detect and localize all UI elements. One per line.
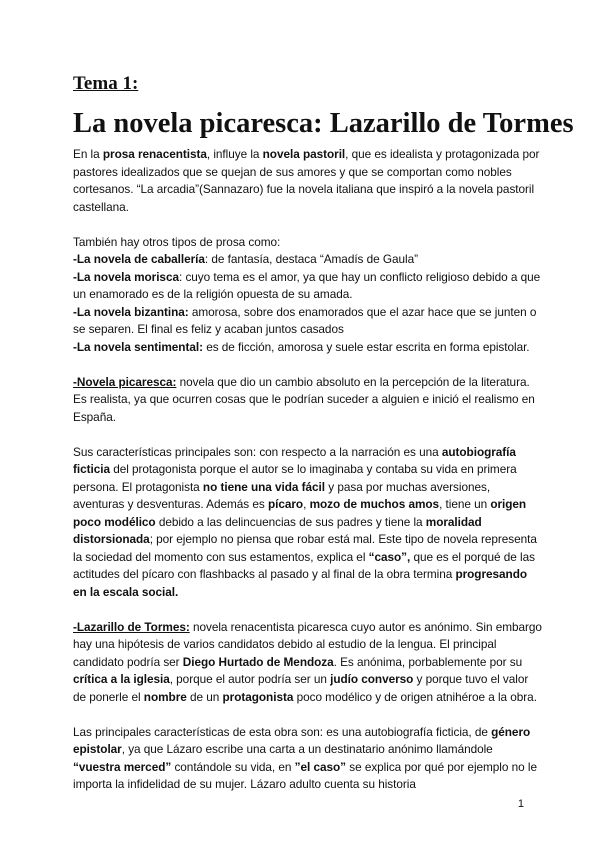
list-item-caballeria	[73, 251, 543, 269]
bold-term: protagonista	[222, 689, 294, 704]
text-run: novela renacentista picaresca cuyo autor es anónimo. Sin embargo hay una hipótesis de varios candidatos debido al estudio de la lengua. El principal candidato podría ser	[73, 619, 542, 669]
text-run: debido a las delincuencias de sus padres y tiene la	[155, 514, 426, 529]
text-run: , porque el autor podría ser un	[169, 672, 331, 686]
section-label: Tema 1:	[73, 73, 139, 94]
page-title: La novela picaresca: Lazarillo de Tormes	[73, 108, 574, 139]
text-run: , que es idealista y protagonizada por pastores idealizados que se quejan de sus amores y que se comportan como nobles cortesanos. “La arcadia”(Sannazaro) fue la novela italiana que inspiró a la novela pastoril castellana.	[73, 147, 540, 214]
bold-term: autobiografía ficticia	[73, 444, 516, 476]
bold-term: ”el caso”	[294, 759, 346, 774]
paragraph-lazarillo	[73, 619, 543, 707]
text-run: También hay otros tipos de prosa como:	[73, 234, 281, 249]
text-run: novela que dio un cambio absoluto en la percepción de la literatura. Es realista, ya que ocurren cosas que le podrían suceder a alguien e inició el realismo en España.	[73, 374, 535, 424]
text-run: es de ficción, amorosa y suele estar escrita en forma epistolar.	[202, 339, 530, 354]
paragraph-novela-picaresca	[73, 374, 543, 427]
list-item-morisca	[73, 269, 543, 304]
text-run: , ya que Lázaro escribe una carta a un destinatario anónimo llamándole	[121, 742, 493, 756]
text-run: ; por ejemplo no piensa que robar está mal. Este tipo de novela representa la sociedad del momento con sus estamentos, explica el	[73, 532, 537, 564]
list-item-sentimental	[73, 339, 543, 357]
paragraph-prosa-renacentista	[73, 146, 543, 216]
bold-term: género epistolar	[73, 724, 531, 756]
text-run: . Es anónima, porbablemente por su	[333, 654, 523, 669]
document-body	[73, 146, 543, 794]
bold-underlined-term: -Lazarillo de Tormes:	[73, 619, 190, 634]
paragraph-caracteristicas	[73, 444, 543, 602]
bold-term: Diego Hurtado de Mendoza	[182, 654, 334, 669]
bold-term: crítica a la iglesia	[73, 672, 170, 686]
text-run: y porque tuvo el valor de ponerle el	[73, 672, 529, 704]
bold-term: -La novela bizantina:	[73, 304, 189, 319]
bold-term: -La novela de caballería	[73, 252, 205, 266]
paragraph-otros-tipos	[73, 234, 543, 252]
bold-term: origen poco modélico	[73, 497, 527, 529]
text-run: En la	[73, 147, 103, 161]
bold-term: “caso”,	[368, 549, 411, 564]
list-item-bizantina	[73, 304, 543, 339]
bold-term: “vuestra merced”	[73, 759, 172, 774]
text-run: se explica por qué por ejemplo no le importa la infidelidad de su mujer. Lázaro adulto cuenta su historia	[73, 759, 537, 791]
text-run: , tiene un	[439, 497, 491, 511]
text-run: contándole su vida, en	[171, 759, 295, 774]
text-run: amorosa, sobre dos enamorados que el azar hace que se junten o se separen. El final es feliz y acaban juntos casados	[73, 304, 537, 336]
bold-term: no tiene una vida fácil	[202, 479, 326, 494]
text-run: Las principales características de esta obra son: es una autobiografía ficticia, de	[73, 724, 492, 739]
text-run: : cuyo tema es el amor, ya que hay un conflicto religioso debido a que un enamorado es de la religión opuesta de su amada.	[73, 269, 541, 301]
paragraph-obra-caracteristicas	[73, 724, 543, 794]
text-run: que es el porqué de las actitudes del pícaro con flashbacks al pasado y al final de la obra termina	[73, 549, 535, 581]
text-run: , influye la	[206, 147, 263, 161]
page-number: 1	[517, 798, 524, 810]
bold-term: progresando en la escala social.	[73, 567, 528, 599]
bold-term: prosa renacentista	[102, 147, 207, 161]
text-run: del protagonista porque el autor se lo imaginaba y contaba su vida en primera persona. El protagonista	[73, 462, 517, 494]
bold-term: -La novela sentimental:	[73, 339, 203, 354]
bold-term: pícaro	[267, 497, 304, 511]
text-run: de un	[186, 689, 223, 704]
bold-term: novela pastoril	[262, 147, 346, 161]
bold-term: -La novela morisca	[73, 269, 179, 284]
text-run: ,	[303, 497, 310, 511]
bold-term: nombre	[143, 689, 187, 704]
text-run: Sus características principales son: con respecto a la narración es una	[73, 444, 442, 459]
bold-term: judío converso	[330, 672, 414, 686]
bold-term: mozo de muchos amos	[309, 497, 440, 511]
bold-underlined-term: -Novela picaresca:	[73, 374, 177, 389]
text-run: : de fantasía, destaca “Amadís de Gaula”	[204, 252, 418, 266]
text-run: poco modélico y de origen atnihéroe a la obra.	[293, 689, 537, 704]
text-run: y pasa por muchas aversiones, aventuras y desventuras. Además es	[73, 479, 491, 511]
bold-term: moralidad distorsionada	[73, 514, 482, 546]
